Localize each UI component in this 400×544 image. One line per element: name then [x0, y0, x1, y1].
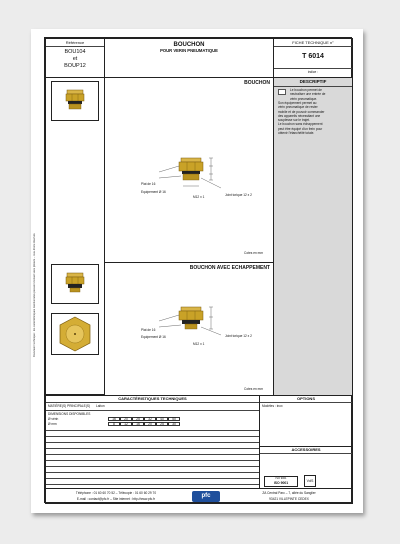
options-text: Modèles : inox — [262, 404, 283, 408]
dimension-cell: 16 — [132, 422, 144, 426]
descriptif-line: obtenir l'étanchéité totale. — [278, 131, 315, 135]
side-legal-text — [33, 233, 42, 357]
matiere-value: Laiton — [96, 404, 105, 408]
section-bouchon-title: BOUCHON — [244, 80, 270, 86]
page-subtitle: POUR VERIN PNEUMATIQUE — [160, 48, 218, 53]
caracteristiques-panel — [45, 395, 260, 489]
label-joint: Joint torique 12 x 2 — [225, 334, 252, 338]
vds-badge — [304, 475, 316, 487]
dim-row-label-2: Ø mm — [48, 422, 57, 426]
dimension-cell: 12 — [120, 422, 132, 426]
table-row — [46, 436, 259, 437]
pfc-logo-text: pfc — [201, 493, 211, 499]
bouchon-thumbnail-icon — [52, 82, 98, 120]
dimension-cell: 20 — [144, 422, 156, 426]
iso-badge — [264, 476, 298, 487]
cotes-note: Cotes en mm — [244, 387, 263, 391]
label-plat: Plat de 16 — [141, 328, 156, 332]
label-joint: Joint torique 12 x 2 — [225, 193, 252, 197]
dimensions-label: DIMENSIONS DISPONIBLES — [48, 412, 91, 416]
hexagon-top-view-icon — [52, 314, 98, 354]
table-row — [46, 442, 259, 443]
descriptif-line: Son équipement permet au — [278, 100, 317, 105]
descriptif-panel — [273, 77, 353, 396]
caracteristiques-title: CARACTÉRISTIQUES TECHNIQUES — [118, 396, 187, 401]
page-title: BOUCHON — [173, 42, 205, 48]
thumbnail-hexagon — [51, 313, 99, 355]
dimension-cell: 16 — [108, 417, 120, 421]
document-sheet — [31, 29, 363, 513]
options-panel — [259, 395, 353, 447]
divider — [274, 86, 352, 87]
fiche-box — [273, 38, 353, 78]
descriptif-line: vérin pneumatique. — [290, 96, 318, 101]
title-box — [104, 38, 274, 78]
matiere-label: MATIÈRE(S) PRINCIPALE(S) — [48, 404, 91, 408]
dim-row-label-1: Ø vérin — [48, 417, 59, 421]
table-row — [46, 478, 259, 479]
label-thread: M12 x 1 — [193, 342, 205, 346]
vds-text: VdS — [306, 479, 314, 483]
indice-label: indice : — [307, 70, 319, 74]
ref-line-2: et — [72, 56, 78, 62]
descriptif-line: souplesse sur le trajet. — [278, 118, 310, 123]
descriptif-title: DESCRIPTIF — [299, 79, 327, 84]
cotes-note: Cotes en mm — [244, 251, 263, 255]
label-plat: Plat de 16 — [141, 182, 156, 186]
info-icon — [278, 89, 286, 95]
label-equipement: Equipement Ø 16 — [141, 190, 166, 194]
thumbnail-column — [45, 77, 105, 395]
table-row — [46, 454, 259, 455]
footer-address-1: ZA Central Parc – 7, allée du Sanglier — [262, 491, 316, 495]
section-bouchon — [104, 77, 274, 263]
divider — [260, 402, 352, 403]
reference-label: Référence — [65, 40, 85, 45]
bouchon-echappement-thumbnail-icon — [52, 265, 98, 303]
dimension-cell: 20 — [120, 417, 132, 421]
footer-phone: Téléphone : 01 60 60 70 52 – Télécopie : 01 60 60 29 70 — [75, 491, 157, 495]
divider — [46, 46, 104, 47]
descriptif-line: peut être équipé d'un frein pour — [278, 126, 323, 131]
dimension-cell: 30 — [168, 422, 180, 426]
iso-text: ISO 9001 — [273, 481, 289, 485]
dimension-cell: 25 — [132, 417, 144, 421]
table-row — [46, 466, 259, 467]
dimension-cell: 40 — [156, 417, 168, 421]
accessoires-title: ACCESSOIRES — [291, 447, 321, 452]
table-row — [46, 430, 259, 431]
dimension-cell: 32 — [144, 417, 156, 421]
thumbnail-bouchon-echappement — [51, 264, 99, 304]
dimension-cell: 8 — [108, 422, 120, 426]
fiche-number: T 6014 — [302, 53, 324, 60]
section-bouchon-echappement — [104, 262, 274, 396]
dimension-cell: 25 — [156, 422, 168, 426]
pfc-logo — [192, 491, 220, 502]
label-thread: M12 x 1 — [193, 195, 205, 199]
ref-line-3: BOUP12 — [64, 63, 86, 69]
ref-line-1: BOU104 — [64, 49, 86, 55]
thumbnail-bouchon — [51, 81, 99, 121]
fiche-label: FICHE TECHNIQUE n° — [292, 40, 334, 45]
divider — [46, 402, 259, 403]
iso-small-text: ISO 9001 — [275, 477, 287, 480]
divider — [260, 453, 352, 454]
table-row — [46, 448, 259, 449]
descriptif-line: mobile et de pouvoir commander — [278, 109, 325, 114]
options-title: OPTIONS — [296, 396, 315, 401]
label-equipement: Equipement Ø 16 — [141, 335, 166, 339]
divider — [274, 68, 352, 69]
side-text: Document technique : les caractéristiques mentionnées peuvent évoluer sans préavis – tous droits réservés — [33, 233, 36, 357]
descriptif-line: vérin pneumatique de rester — [278, 105, 318, 110]
divider — [274, 46, 352, 47]
footer — [45, 488, 353, 504]
divider — [46, 410, 259, 411]
descriptif-line: Le bouchon sans échappement — [278, 122, 323, 127]
table-row — [46, 484, 259, 485]
section-echappement-title: BOUCHON AVEC ECHAPPEMENT — [189, 265, 270, 271]
descriptif-line: des appareils nécessitant une — [278, 113, 321, 118]
table-row — [46, 460, 259, 461]
footer-address-2: 93421 VILLEPINTE CEDEX — [269, 497, 309, 501]
dimension-cell: 50 — [168, 417, 180, 421]
descriptif-line: Le bouchon permet de — [290, 88, 322, 92]
descriptif-line: neutraliser une entrée de — [290, 92, 326, 97]
accessoires-panel — [259, 446, 353, 489]
document-frame — [44, 37, 352, 503]
bouchon-echappement-drawing — [135, 297, 245, 347]
reference-box — [45, 38, 105, 78]
table-row — [46, 472, 259, 473]
footer-email[interactable]: E-mail : contact@pfc.fr – Site internet : http://www.pfc.fr — [76, 497, 156, 501]
